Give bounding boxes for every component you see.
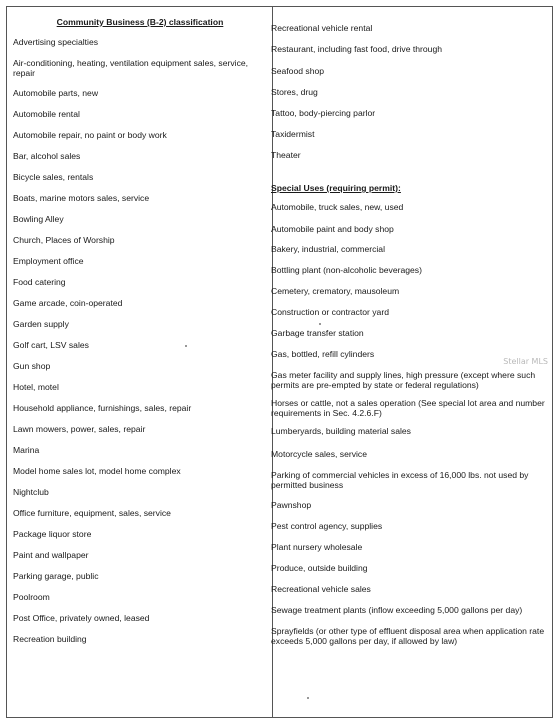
permitted-use-item: Bicycle sales, rentals: [13, 172, 94, 182]
special-use-item: Bakery, industrial, commercial: [271, 244, 385, 254]
permitted-use-item: Restaurant, including fast food, drive through: [271, 44, 443, 54]
permitted-use-item: Nightclub: [13, 487, 49, 497]
permitted-use-item: Automobile repair, no paint or body work: [13, 130, 167, 140]
special-use-item: Parking of commercial vehicles in excess of 16,000 lbs. not used by permitted business: [271, 470, 529, 490]
permitted-use-item: Air-conditioning, heating, ventilation equipment sales, service, repair: [13, 58, 249, 78]
scan-speck: [319, 323, 321, 325]
permitted-use-item: Food catering: [13, 277, 66, 287]
permitted-use-item: Seafood shop: [271, 66, 325, 76]
permitted-use-item: Boats, marine motors sales, service: [13, 193, 150, 203]
special-use-item: Produce, outside building: [271, 563, 368, 573]
document-page: [6, 6, 553, 718]
permitted-use-item: Paint and wallpaper: [13, 550, 89, 560]
special-use-item: Gas, bottled, refill cylinders: [271, 349, 375, 359]
special-use-item: Pawnshop: [271, 500, 312, 510]
special-use-item: Automobile, truck sales, new, used: [271, 202, 404, 212]
permitted-use-item: Gun shop: [13, 361, 51, 371]
permitted-use-item: Hotel, motel: [13, 382, 59, 392]
permitted-use-item: Advertising specialties: [13, 37, 99, 47]
permitted-use-item: Post Office, privately owned, leased: [13, 613, 150, 623]
special-use-item: Sewage treatment plants (inflow exceeding 5,000 gallons per day): [271, 605, 523, 615]
permitted-use-item: Automobile parts, new: [13, 88, 99, 98]
permitted-use-item: Parking garage, public: [13, 571, 99, 581]
permitted-use-item: Stores, drug: [271, 87, 318, 97]
scan-speck: [307, 697, 309, 699]
permitted-use-item: Golf cart, LSV sales: [13, 340, 89, 350]
special-use-item: Automobile paint and body shop: [271, 224, 394, 234]
permitted-use-item: Automobile rental: [13, 109, 80, 119]
special-use-item: Horses or cattle, not a sales operation (See special lot area and number requirements in Sec. 4.2.6.F): [271, 398, 545, 418]
special-use-item: Cemetery, crematory, mausoleum: [271, 286, 400, 296]
permitted-use-item: Household appliance, furnishings, sales, repair: [13, 403, 192, 413]
permitted-use-item: Game arcade, coin-operated: [13, 298, 123, 308]
permitted-use-item: Theater: [271, 150, 301, 160]
permitted-use-item: Office furniture, equipment, sales, service: [13, 508, 171, 518]
permitted-use-item: Recreation building: [13, 634, 87, 644]
special-use-item: Pest control agency, supplies: [271, 521, 383, 531]
special-use-item: Gas meter facility and supply lines, high pressure (except where such permits are pre-empted by state or federal regulations): [271, 370, 536, 390]
special-use-item: Motorcycle sales, service: [271, 449, 367, 459]
permitted-use-item: Church, Places of Worship: [13, 235, 115, 245]
permitted-use-item: Garden supply: [13, 319, 69, 329]
permitted-use-item: Model home sales lot, model home complex: [13, 466, 181, 476]
special-use-item: Garbage transfer station: [271, 328, 364, 338]
scan-speck: [185, 345, 187, 347]
b2-classification-heading: Community Business (B-2) classification: [56, 17, 224, 27]
permitted-use-item: Taxidermist: [271, 129, 315, 139]
permitted-use-item: Bowling Alley: [13, 214, 64, 224]
permitted-use-item: Tattoo, body-piercing parlor: [271, 108, 376, 118]
permitted-use-item: Bar, alcohol sales: [13, 151, 81, 161]
permitted-use-item: Lawn mowers, power, sales, repair: [13, 424, 146, 434]
special-use-item: Plant nursery wholesale: [271, 542, 363, 552]
special-use-item: Lumberyards, building material sales: [271, 426, 411, 436]
permitted-use-item: Poolroom: [13, 592, 50, 602]
permitted-use-item: Marina: [13, 445, 40, 455]
mls-watermark: Stellar MLS: [503, 357, 548, 366]
special-use-item: Construction or contractor yard: [271, 307, 389, 317]
permitted-use-item: Recreational vehicle rental: [271, 23, 373, 33]
special-use-item: Bottling plant (non-alcoholic beverages): [271, 265, 422, 275]
permitted-use-item: Package liquor store: [13, 529, 92, 539]
permitted-use-item: Employment office: [13, 256, 84, 266]
special-use-item: Sprayfields (or other type of effluent disposal area when application rate exceeds 5,000 gallons per day, if allowed by law): [271, 626, 545, 646]
special-uses-heading: Special Uses (requiring permit):: [271, 183, 401, 193]
special-use-item: Recreational vehicle sales: [271, 584, 371, 594]
